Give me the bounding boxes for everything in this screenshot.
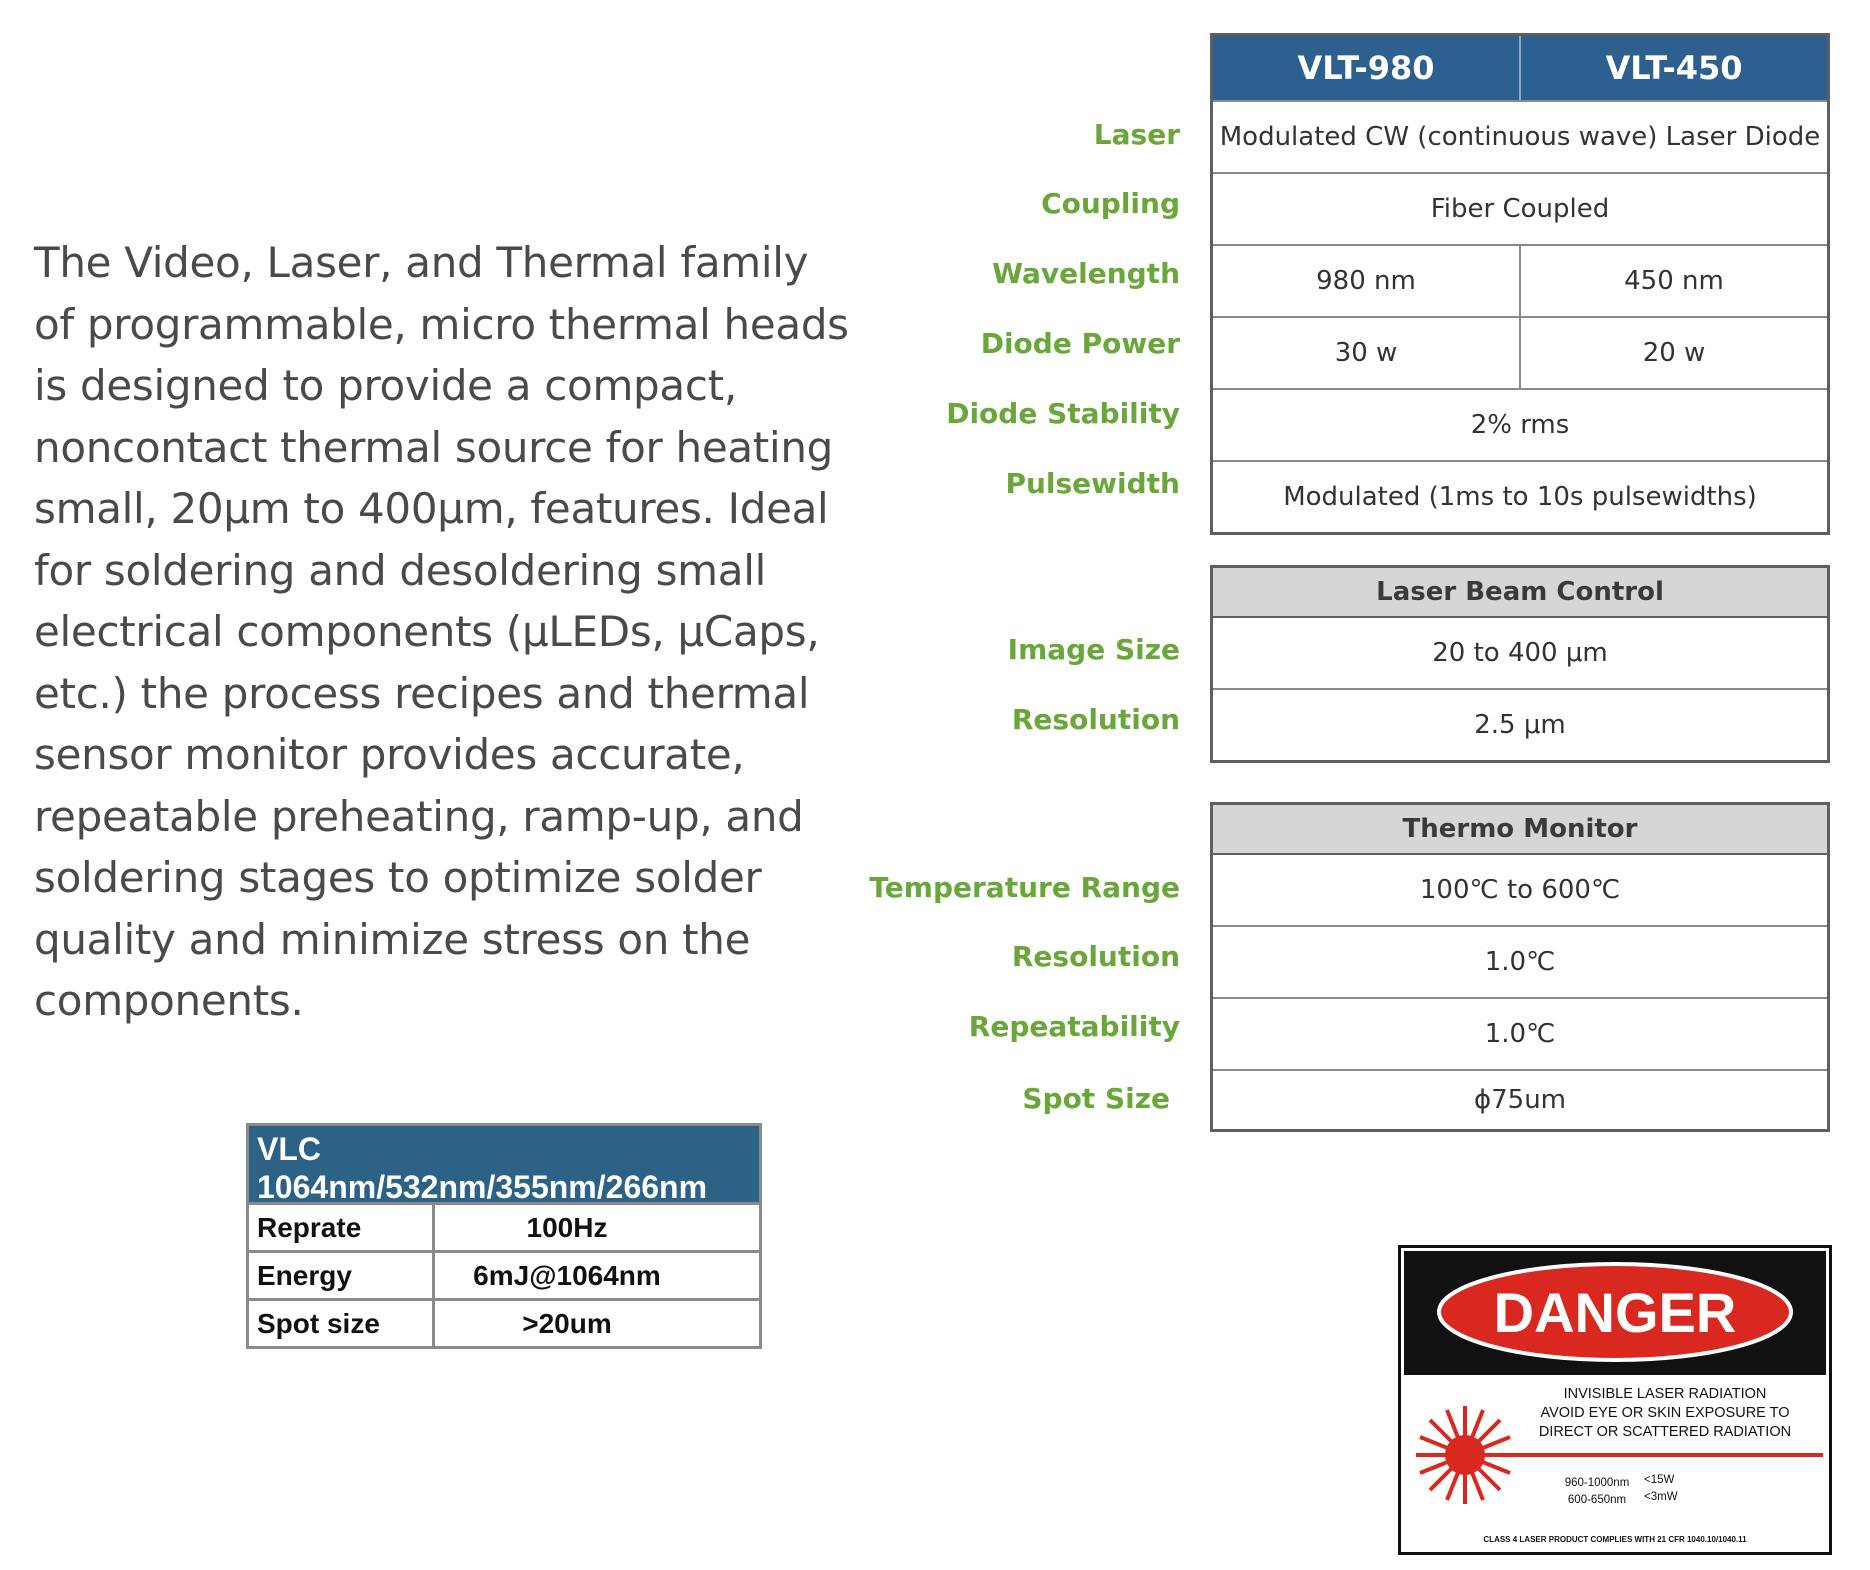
intro-paragraph: The Video, Laser, and Thermal family of programmable, micro thermal heads is designed to provide a compact, noncontact thermal source for heating small, 20μm to 400μm, features. Ideal for soldering and desoldering small electrical components (μLEDs, μCaps, etc.) the process recipes and thermal sensor monitor provides accurate, repeatable preheating, ramp-up, and soldering stages to optimize solder quality and minimize stress on the components. — [34, 238, 849, 1025]
table-row — [249, 1202, 759, 1250]
vlc-value-reprate: 100Hz — [526, 1211, 608, 1243]
label-image-size: Image Size — [1007, 633, 1180, 666]
vlc-wavelengths: 1064nm/532nm/355nm/266nm — [257, 1169, 708, 1205]
vlc-value-energy: 6mJ@1064nm — [473, 1259, 661, 1291]
danger-heading: DANGER — [1493, 1281, 1737, 1344]
vlc-label-spot-size: Spot size — [249, 1301, 435, 1346]
specs-table — [1210, 33, 1830, 535]
table-row — [1213, 925, 1827, 997]
label-temperature-range: Temperature Range — [869, 871, 1180, 904]
thermo-monitor-title: Thermo Monitor — [1402, 814, 1638, 844]
table-row — [249, 1250, 759, 1298]
warning-line-2: AVOID EYE OR SKIN EXPOSURE TO — [1540, 1405, 1790, 1421]
label-thermo-resolution: Resolution — [1011, 940, 1180, 973]
table-row — [1213, 100, 1827, 172]
temperature-range-value: 100℃ to 600℃ — [1419, 875, 1621, 905]
model-vlt-980: VLT-980 — [1297, 49, 1435, 87]
label-repeatability: Repeatability — [968, 1010, 1180, 1043]
table-row — [1213, 855, 1827, 925]
table-row — [1213, 1069, 1827, 1129]
table-row — [1213, 997, 1827, 1069]
thermo-resolution-value: 1.0℃ — [1484, 947, 1556, 977]
stability-value: 2% rms — [1470, 410, 1570, 440]
vlc-label-reprate: Reprate — [249, 1205, 435, 1250]
label-diode-stability: Diode Stability — [946, 397, 1180, 430]
specs-header-row — [1213, 36, 1827, 100]
range-line-1: 960-1000nm — [1564, 1477, 1630, 1489]
vlc-value-spot-size: >20um — [522, 1307, 612, 1339]
power-450: 20 w — [1519, 318, 1827, 388]
beam-control-title: Laser Beam Control — [1376, 577, 1664, 607]
label-diode-power: Diode Power — [980, 327, 1180, 360]
table-row — [1213, 618, 1827, 688]
vlc-table — [246, 1123, 762, 1349]
beam-control-header — [1213, 568, 1827, 618]
laser-starburst-center — [1445, 1435, 1485, 1475]
danger-sign-graphic — [1401, 1248, 1829, 1552]
label-spot-size: Spot Size — [1022, 1082, 1170, 1115]
table-row — [1213, 460, 1827, 532]
warning-line-1: INVISIBLE LASER RADIATION — [1563, 1386, 1767, 1402]
laser-value: Modulated CW (continuous wave) Laser Diode — [1219, 122, 1821, 152]
table-row — [1213, 316, 1827, 388]
wavelength-450: 450 nm — [1519, 246, 1827, 316]
danger-sign — [1398, 1245, 1832, 1555]
vlc-header — [249, 1126, 759, 1205]
wavelength-980: 980 nm — [1316, 266, 1416, 296]
repeatability-value: 1.0℃ — [1484, 1019, 1556, 1049]
table-row — [1213, 244, 1827, 316]
table-row — [1213, 172, 1827, 244]
label-beam-resolution: Resolution — [1011, 703, 1180, 736]
warning-line-3: DIRECT OR SCATTERED RADIATION — [1538, 1424, 1792, 1440]
table-row — [1213, 688, 1827, 760]
label-laser: Laser — [1093, 118, 1180, 151]
label-coupling: Coupling — [1041, 187, 1180, 220]
label-pulsewidth: Pulsewidth — [1005, 467, 1180, 500]
range-line-2: 600-650nm — [1567, 1494, 1627, 1506]
power-980: 30 w — [1334, 338, 1398, 368]
vlc-title: VLC — [257, 1131, 321, 1167]
table-row — [249, 1298, 759, 1346]
coupling-value: Fiber Coupled — [1430, 194, 1610, 224]
image-size-value: 20 to 400 μm — [1432, 638, 1608, 668]
vlc-label-energy: Energy — [249, 1253, 435, 1298]
thermo-monitor-table — [1210, 802, 1830, 1132]
beam-control-table — [1210, 565, 1830, 763]
limit-line-2: <3mW — [1644, 1491, 1678, 1503]
spot-size-value: ϕ75um — [1473, 1085, 1567, 1115]
model-vlt-450: VLT-450 — [1519, 36, 1827, 100]
beam-resolution-value: 2.5 μm — [1474, 710, 1566, 740]
thermo-monitor-header — [1213, 805, 1827, 855]
pulsewidth-value: Modulated (1ms to 10s pulsewidths) — [1283, 482, 1757, 512]
limit-line-1: <15W — [1644, 1474, 1675, 1486]
label-wavelength: Wavelength — [992, 257, 1180, 290]
danger-footer: CLASS 4 LASER PRODUCT COMPLIES WITH 21 CFR 1040.10/1040.11 — [1483, 1535, 1747, 1544]
table-row — [1213, 388, 1827, 460]
